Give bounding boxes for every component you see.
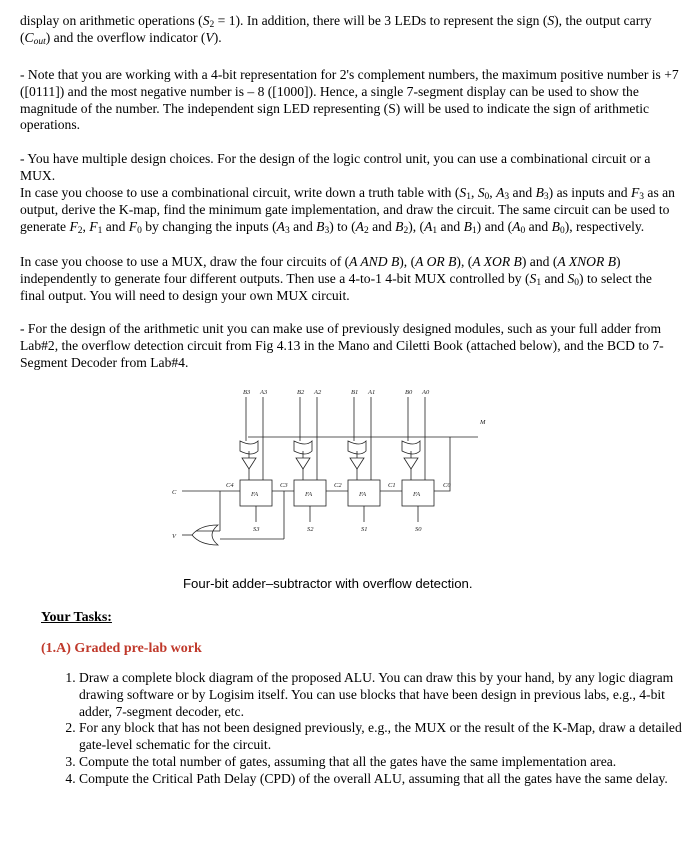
input-label: A2: [314, 389, 322, 396]
figure-caption: Four-bit adder–subtractor with overflow detection.: [183, 576, 473, 591]
carry-label: C3: [280, 482, 288, 489]
input-label: B2: [297, 389, 305, 396]
carry-label: C1: [388, 482, 396, 489]
v-label: V: [172, 533, 176, 540]
task-item: 2. For any block that has not been designed previously, e.g., the MUX or the result of the K-Map, draw a detailed gate-level schematic for the circuit.: [79, 720, 689, 754]
carry-label: C0: [443, 482, 451, 489]
sum-label: S0: [415, 526, 422, 533]
input-label: A1: [368, 389, 376, 396]
task-item: 3. Compute the total number of gates, assuming that all the gates have the same implementation area.: [79, 754, 689, 771]
input-label: B3: [243, 389, 251, 396]
stage-0: [402, 397, 434, 522]
adder-subtractor-diagram: [160, 385, 500, 565]
sum-label: S1: [361, 526, 368, 533]
c-label: C: [172, 489, 177, 496]
sum-label: S3: [253, 526, 260, 533]
input-label: B1: [351, 389, 359, 396]
intro-paragraph: display on arithmetic operations $(S_2 = 1)$. In addition, there will be 3 LEDs to represent the sign (S), the output carry $(C_{out})$ and the overflow indicator (V).: [20, 13, 652, 47]
carry-label: C4: [226, 482, 234, 489]
sum-label: S2: [307, 526, 314, 533]
design-choices-paragraph: - You have multiple design choices. For the design of the logic control unit, you can use a combinational circuit or a MUX.: [20, 151, 651, 183]
arithmetic-unit-paragraph: - For the design of the arithmetic unit you can make use of previously designed modules, such as your full adder from Lab#2, the overflow detection circuit from Fig 4.13 in the Mano and Ciletti Book (attached below), and the BCD to 7-Segment Decoder from Lab#4.: [20, 321, 664, 370]
m-label: M: [480, 419, 486, 426]
input-label: A3: [260, 389, 268, 396]
fa-label: FA: [251, 491, 259, 498]
stage-1: [348, 397, 380, 522]
fa-label: FA: [305, 491, 313, 498]
fa-label: FA: [359, 491, 367, 498]
task-list: [41, 670, 689, 788]
task-item: 4. Compute the Critical Path Delay (CPD) of the overall ALU, assuming that all the gates have the same delay.: [79, 771, 689, 788]
input-label: B0: [405, 389, 413, 396]
tasks-heading: Your Tasks:: [41, 610, 112, 625]
task-item: 1. Draw a complete block diagram of the proposed ALU. You can draw this by your hand, by any logic diagram drawing software or by Logisim itself. You can use blocks that have been design in previous labs, e.g., 4-bit adder, 7-segment decoder, etc.: [79, 670, 689, 720]
combinational-option-paragraph: In case you choose to use a combinational circuit, write down a truth table with ($S_1$, $S_0$, $A_3$ and $B_3$) as inputs and $F_3$ as an output, derive the K-map, find the minimum gate implementation, and draw the circuit. The same circuit can be used to generate $F_2$, $F_1$ and $F_0$ by changing the inputs ($A_3$ and $B_3$) to ($A_2$ and $B_2$), ($A_1$ and $B_1$) and ($A_0$ and $B_0$), respectively.: [20, 185, 675, 236]
fa-label: FA: [413, 491, 421, 498]
stage-3: [240, 397, 272, 522]
carry-label: C2: [334, 482, 342, 489]
input-label: A0: [422, 389, 430, 396]
prelab-heading: (1.A) Graded pre-lab work: [41, 641, 202, 656]
mux-option-paragraph: In case you choose to use a MUX, draw the four circuits of (A AND B), (A OR B), (A XOR B) and (A XNOR B) independently to generate four different outputs. Then use a 4-to-1 4-bit MUX controlled by ($S_1$ and $S_0$) to select the final output. You will need to design your own MUX circuit.: [20, 254, 652, 303]
twos-complement-note: - Note that you are working with a 4-bit representation for 2's complement numbers, the maximum positive number is +7 ([0111]) and the most negative number is – 8 ([1000]). Hence, a single 7-segment display can be used to show the magnitude of the number. The independent sign LED representing (S) will be used to indicate the sign of arithmetic operations.: [20, 67, 679, 133]
stage-2: [294, 397, 326, 522]
